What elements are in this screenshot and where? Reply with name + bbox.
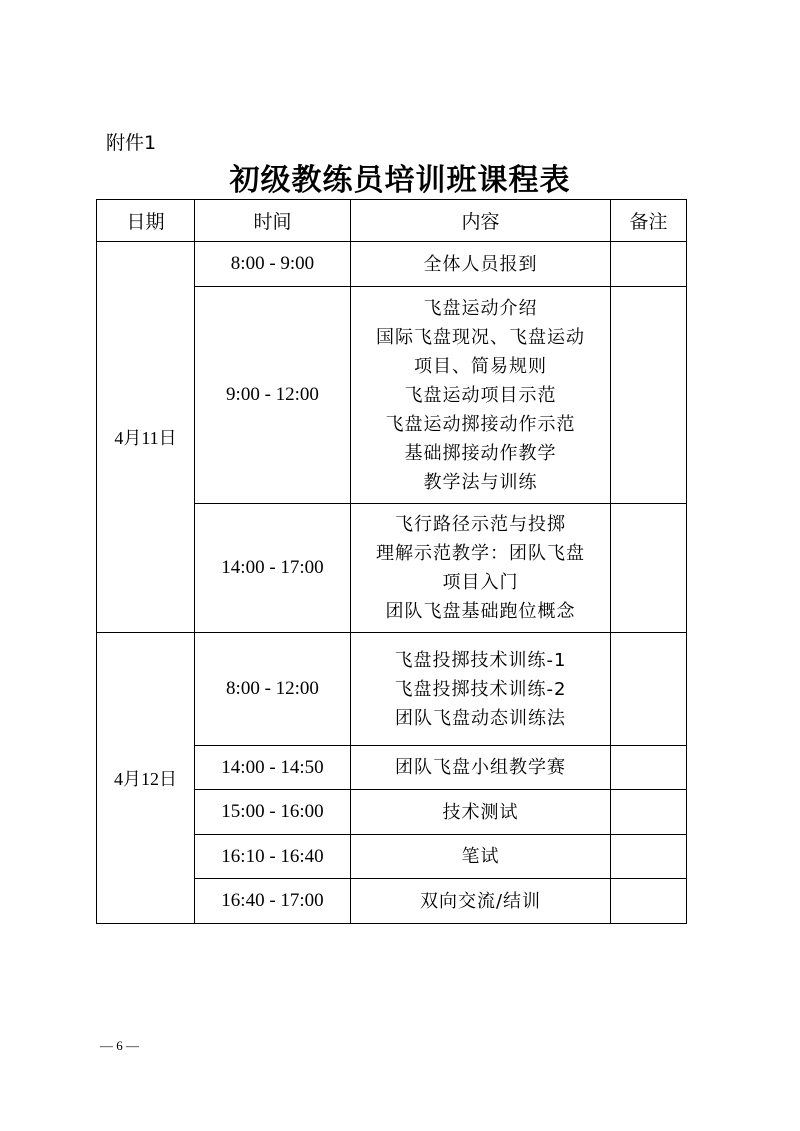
- content-cell: [351, 746, 611, 790]
- note-cell: [611, 835, 687, 879]
- attachment-label: 附件1: [106, 132, 157, 154]
- content-line: 飞盘运动项目示范: [404, 384, 557, 406]
- content-cell: [351, 633, 611, 746]
- content-line: 项目、简易规则: [414, 355, 547, 377]
- page-title: 初级教练员培训班课程表: [229, 163, 571, 198]
- schedule-table: [96, 199, 687, 924]
- content-line: 项目入门: [442, 572, 519, 593]
- time-cell: 14:00 - 17:00: [195, 504, 351, 633]
- content-line: 团队飞盘基础跑位概念: [385, 601, 576, 622]
- table-row: [97, 242, 687, 287]
- header-date: 日期: [97, 200, 195, 242]
- content-line: 笔试: [461, 846, 500, 867]
- note-cell: [611, 242, 687, 287]
- content-line: 飞盘运动介绍: [423, 297, 538, 319]
- note-cell: [611, 790, 687, 835]
- date-cell: 4月11日: [97, 242, 195, 633]
- note-cell: [611, 746, 687, 790]
- time-cell: 16:40 - 17:00: [195, 879, 351, 924]
- content-line: 国际飞盘现况、飞盘运动: [376, 326, 585, 348]
- schedule-body: [97, 242, 687, 924]
- content-line: 飞盘投掷技术训练-1: [394, 649, 567, 671]
- content-line: 飞行路径示范与投掷: [395, 514, 566, 535]
- content-cell: [351, 790, 611, 835]
- note-cell: [611, 633, 687, 746]
- page-number: — 6 —: [100, 1038, 139, 1053]
- time-cell: 15:00 - 16:00: [195, 790, 351, 835]
- time-cell: 8:00 - 9:00: [195, 242, 351, 287]
- content-line: 团队飞盘小组教学赛: [395, 757, 566, 778]
- content-line: 技术测试: [442, 801, 519, 823]
- content-line: 团队飞盘动态训练法: [395, 707, 566, 729]
- table-header-row: [97, 200, 687, 242]
- time-cell: 9:00 - 12:00: [195, 287, 351, 504]
- header-content: 内容: [351, 200, 611, 242]
- content-cell: [351, 879, 611, 924]
- content-line: 全体人员报到: [423, 253, 538, 275]
- note-cell: [611, 879, 687, 924]
- content-line: 基础掷接动作教学: [404, 442, 557, 464]
- header-time: 时间: [195, 200, 351, 242]
- note-cell: [611, 504, 687, 633]
- content-cell: [351, 835, 611, 879]
- content-line: 飞盘投掷技术训练-2: [394, 678, 567, 700]
- date-cell: 4月12日: [97, 633, 195, 924]
- content-line: 双向交流/结训: [419, 890, 542, 912]
- header-note: 备注: [611, 200, 687, 242]
- content-line: 理解示范教学：团队飞盘: [376, 543, 585, 564]
- note-cell: [611, 287, 687, 504]
- content-line: 教学法与训练: [423, 471, 538, 493]
- time-cell: 16:10 - 16:40: [195, 835, 351, 879]
- table-row: [97, 633, 687, 746]
- content-cell: [351, 287, 611, 504]
- content-cell: [351, 242, 611, 287]
- time-cell: 8:00 - 12:00: [195, 633, 351, 746]
- time-cell: 14:00 - 14:50: [195, 746, 351, 790]
- content-cell: [351, 504, 611, 633]
- content-line: 飞盘运动掷接动作示范: [385, 413, 576, 435]
